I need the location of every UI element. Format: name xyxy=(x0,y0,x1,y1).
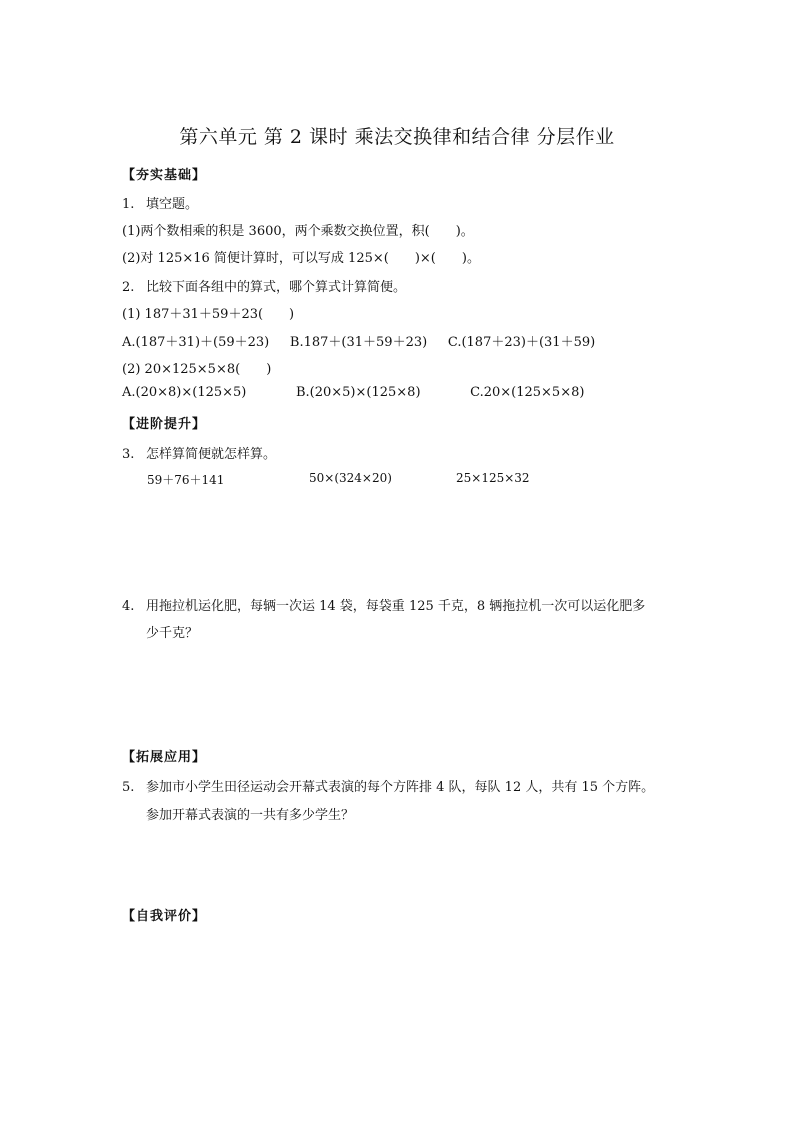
question-3-number: 3. xyxy=(122,447,135,462)
question-2-text: 比较下面各组中的算式，哪个算式计算简便。 xyxy=(146,280,407,295)
question-2-part-2: (2) 20×125×5×8( ) xyxy=(122,362,272,377)
question-5-number: 5. xyxy=(122,780,135,795)
question-3-calc-3: 25×125×32 xyxy=(456,471,530,485)
section-basic-heading: 【夯实基础】 xyxy=(122,168,207,183)
question-4-line-1: 用拖拉机运化肥，每辆一次运 14 袋，每袋重 125 千克，8 辆拖拉机一次可以运化肥多 xyxy=(146,599,646,614)
section-self-evaluation-heading: 【自我评价】 xyxy=(122,909,207,924)
question-4-line-2: 少千克？ xyxy=(146,626,199,641)
question-3-text: 怎样算简便就怎样算。 xyxy=(146,447,277,462)
question-4 xyxy=(122,595,645,614)
section-extend-heading: 【拓展应用】 xyxy=(122,750,207,765)
question-2 xyxy=(122,276,406,295)
question-4-number: 4. xyxy=(122,599,135,614)
question-1-part-2: (2)对 125×16 简便计算时，可以写成 125×( )×( )。 xyxy=(122,251,480,266)
question-2-part-1: (1) 187＋31＋59＋23( ) xyxy=(122,307,295,322)
question-2-part-1-options: A.(187＋31)＋(59＋23) B.187＋(31＋59＋23) C.(187＋23)＋(31＋59) xyxy=(122,335,596,350)
question-3-calc-2: 50×(324×20) xyxy=(309,471,392,485)
question-1-text: 填空题。 xyxy=(146,197,199,212)
question-5-line-2: 参加开幕式表演的一共有多少学生？ xyxy=(146,808,355,823)
question-2-part-2-options: A.(20×8)×(125×5) B.(20×5)×(125×8) C.20×(125×5×8) xyxy=(122,385,585,400)
question-3-calc-1: 59＋76＋141 xyxy=(147,473,225,487)
question-5 xyxy=(122,776,654,795)
question-1-part-1: (1)两个数相乘的积是 3600，两个乘数交换位置，积( )。 xyxy=(122,224,474,239)
question-1-number: 1. xyxy=(122,197,135,212)
question-1 xyxy=(122,193,198,212)
section-advanced-heading: 【进阶提升】 xyxy=(122,417,207,432)
page-title: 第六单元 第 2 课时 乘法交换律和结合律 分层作业 xyxy=(179,126,615,148)
question-2-number: 2. xyxy=(122,280,135,295)
question-3 xyxy=(122,443,276,462)
question-5-line-1: 参加市小学生田径运动会开幕式表演的每个方阵排 4 队，每队 12 人，共有 15 个方阵。 xyxy=(146,780,655,795)
